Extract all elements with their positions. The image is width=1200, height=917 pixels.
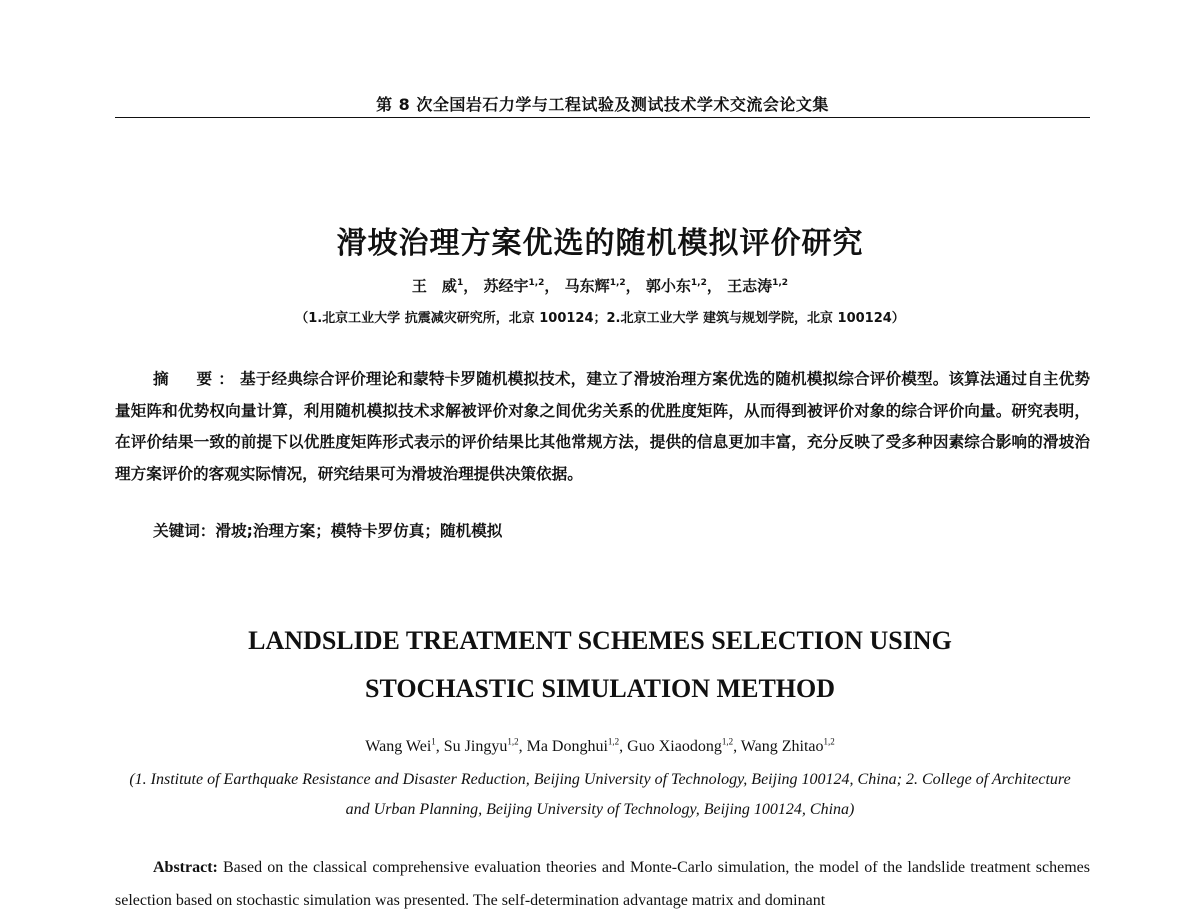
cn-author-sep: ， [706,277,722,295]
en-author-sup: 1,2 [721,736,734,747]
cn-author [565,277,641,295]
cn-author-sep: ， [544,277,560,295]
cn-author-name: 郭小东 [645,277,691,295]
en-author-sep: , [435,738,444,755]
cn-author-name: 苏经宇 [483,277,529,295]
en-author-name: Wang Zhitao [740,738,824,755]
en-author-sep: , [733,738,741,755]
cn-author-name: 王志涛 [727,277,773,295]
cn-affiliation: （1.北京工业大学 抗震减灾研究所，北京 100124；2.北京工业大学 建筑与规划学院，北京 100124） [295,311,905,326]
en-author-name: Ma Donghui [526,738,608,755]
cn-author-sep: ， [625,277,641,295]
en-title-line-1: LANDSLIDE TREATMENT SCHEMES SELECTION USING [248,626,952,655]
cn-keywords-text: 滑坡;治理方案；模特卡罗仿真；随机模拟 [215,522,503,540]
en-abstract-label: Abstract: [153,859,218,876]
running-header: 第 8 次全国岩石力学与工程试验及测试技术学术交流会论文集 [376,95,829,114]
en-title [0,617,1200,713]
en-author [741,738,835,755]
en-author-sep: , [518,738,527,755]
en-author-name: Wang Wei [365,738,432,755]
cn-author-sup: 1,2 [772,278,789,288]
en-author [627,738,741,755]
cn-keywords [153,516,1090,547]
cn-author [727,277,788,295]
cn-author-sup: 1,2 [609,278,626,288]
en-affiliation: (1. Institute of Earthquake Resistance and Disaster Reduction, Beijing University of Technology, Beijing 100124, China; 2. College of Architecture and Urban Planning, Beijing University of Technology, Beijing 100124, China) [129,771,1071,818]
cn-author [483,277,559,295]
en-author-sep: , [619,738,628,755]
en-author-name: Su Jingyu [443,738,508,755]
cn-abstract [115,364,1090,490]
en-abstract [115,851,1090,917]
en-author [527,738,628,755]
en-author [365,738,444,755]
en-author-sup: 1,2 [823,736,835,747]
cn-author-name: 马东辉 [564,277,610,295]
en-authors [0,738,1200,756]
cn-title: 滑坡治理方案优选的随机模拟评价研究 [336,226,864,261]
en-author-name: Guo Xiaodong [627,738,722,755]
cn-author-sup: 1 [456,278,464,288]
en-author-sup: 1 [431,736,436,747]
header-rule [115,117,1090,118]
cn-keywords-label: 关键词： [153,522,216,540]
cn-abstract-text: 基于经典综合评价理论和蒙特卡罗随机模拟技术，建立了滑坡治理方案优选的随机模拟综合评价模型。该算法通过自主优势量矩阵和优势权向量计算，利用随机模拟技术求解被评价对象之间优劣关系的优胜度矩阵，从而得到被评价对象的综合评价向量。研究表明，在评价结果一致的前提下以优胜度矩阵形式表示的评价结果比其他常规方法，提供的信息更加丰富，充分反映了受多种因素综合影响的滑坡治理方案评价的客观实际情况，研究结果可为滑坡治理提供决策依据。 [115,370,1090,483]
cn-author-sep: ， [463,277,479,295]
cn-author-sup: 1,2 [528,278,545,288]
en-author [444,738,527,755]
cn-author-name: 王 威 [411,277,457,295]
en-title-line-2: STOCHASTIC SIMULATION METHOD [364,674,836,703]
en-author-sup: 1,2 [507,736,519,747]
cn-author [646,277,722,295]
en-author-sup: 1,2 [607,736,620,747]
cn-author-sup: 1,2 [690,278,707,288]
cn-abstract-label: 摘 要： [153,370,240,388]
cn-author [412,277,478,295]
cn-authors [0,275,1200,296]
en-abstract-text: Based on the classical comprehensive evaluation theories and Monte-Carlo simulation, the model of the landslide treatment schemes selection based on stochastic simulation was presented. The self-determination advantage matrix and dominant [115,859,1090,909]
